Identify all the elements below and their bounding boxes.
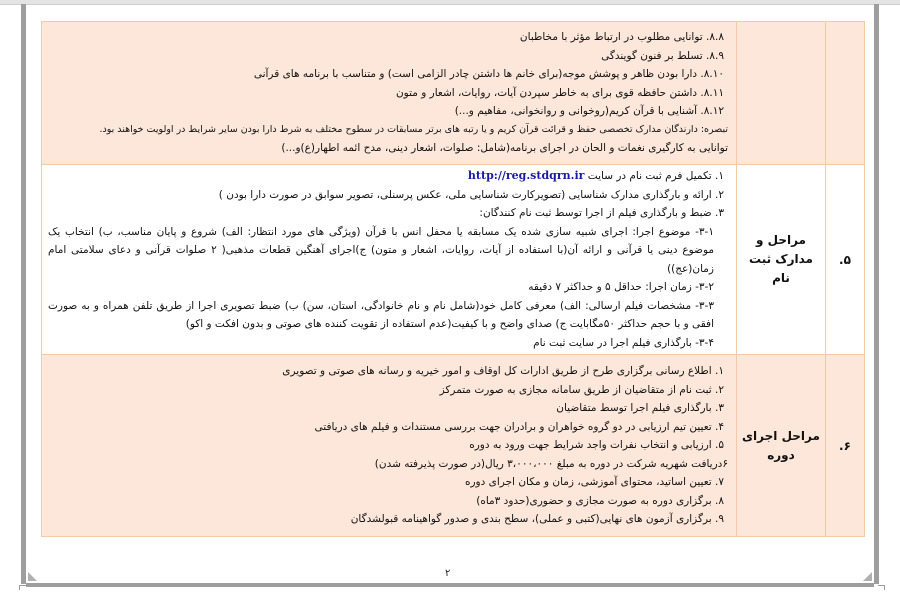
frame-corner-left [19, 585, 26, 590]
list-item: ۹. برگزاری آزمون های نهایی(کتبی و عملی)، سطح بندی و صدور گواهینامه قبولشدگان [350, 513, 724, 526]
frame-corner-right [878, 585, 885, 590]
list-item: ۳. ضبط و بارگذاری فیلم از اجرا توسط ثبت نام کنندگان: [479, 207, 724, 219]
row-title-cell [737, 22, 826, 165]
sub-item: ۳-۳- مشخصات فیلم ارسالی: الف) معرفی کامل خود(شامل نام و نام خانوادگی، استان، سن) ب) ضبط تصویری اجرا از طریق تلفن همراه و به صورت افقی و با حجم حداکثر ۵۰مگابایت ج) صدای واضح و با کیفیت(عدم استفاده از تقویت کننده های صوتی و بدون افکت و اکو) [48, 299, 714, 330]
row-number-cell: ۵. [826, 165, 865, 355]
list-item: ۲. ارائه و بارگذاری مدارک شناسایی (تصویرکارت شناسایی ملی، عکس پرسنلی، تصویر سوابق در صورت دارا بودن ) [218, 188, 724, 201]
row-content-cell [42, 355, 737, 537]
row-title-line: مراحل و [755, 233, 806, 247]
row-content-cell [42, 165, 737, 355]
list-item: ۴. تعیین تیم ارزیابی در دو گروه خواهران و برادران جهت بررسی مستندات و فیلم های دریافتی [314, 420, 724, 433]
row-title-cell [737, 165, 826, 355]
note-text: تبصره: دارندگان مدارک تخصصی حفظ و قرائت قرآن کریم و یا رتبه های برتر مسابقات در سطوح مختلف به شرط دارا بودن سایر شرایط در اولویت خواهند بود. [99, 123, 728, 135]
table-row-course-stages [42, 355, 865, 537]
row-content-cell [42, 22, 737, 165]
page-frame-left [21, 4, 26, 584]
list-item: ۸.۱۰. دارا بودن ظاهر و پوشش موجه(برای خانم ها داشتن چادر الزامی است) و متناسب با برنامه های قرآنی [253, 68, 724, 81]
list-item: ۸. برگزاری دوره به صورت مجازی و حضوری(حدود ۳ماه) [476, 494, 724, 507]
list-item [48, 167, 728, 186]
list-item: ۳. بارگذاری فیلم اجرا توسط متقاضیان [556, 402, 724, 415]
list-item: ۸.۹. تسلط بر فنون گویندگی [601, 49, 724, 62]
page-frame-bottom [26, 583, 874, 587]
row-title-line: مدارک ثبت [749, 252, 813, 266]
list-item: توانایی به کارگیری نغمات و الحان در اجرای برنامه(شامل: صلوات، اشعار دینی، مدح ائمه اطهار(ع)و...) [281, 142, 728, 155]
row-title-cell [737, 355, 826, 537]
registration-link[interactable]: http://reg.stdqrn.ir [467, 169, 585, 182]
sub-item: ۳-۱- موضوع اجرا: اجرای شبیه سازی شده یک مسابقه یا محفل انس با قرآن (ویژگی های مورد انتظار: الف) شروع و پایان مناسب، ب) انتخاب یک موضوع دینی یا قرآنی و ارائه آن(با استفاده از آیات، روایات، اشعار و متون) ج)اجرای آهنگین قطعات مذهبی( ۲ صلوات قرآنی و دعای سلامتی امام زمان(عج)) [48, 225, 715, 275]
page-corner-marker-left [28, 572, 37, 581]
page-number: ۲ [445, 568, 451, 579]
window-top-edge [0, 0, 900, 5]
page-corner-marker-right [863, 572, 872, 581]
row-title-line: مراحل اجرای [742, 428, 820, 443]
page-frame-right [874, 4, 879, 584]
row-number-cell: ۶. [826, 355, 865, 537]
list-item: ۲. ثبت نام از متقاضیان از طریق سامانه مجازی به صورت متمرکز [439, 383, 724, 396]
table-row-registration [42, 165, 865, 355]
list-item: ۱. اطلاع رسانی برگزاری طرح از طریق ادارات کل اوقاف و امور خیریه و رسانه های صوتی و تصویری [282, 365, 724, 378]
row-title-line: دوره [767, 447, 795, 462]
row-number-cell [826, 22, 865, 165]
sub-item: ۳-۴- بارگذاری فیلم اجرا در سایت ثبت نام [533, 336, 714, 349]
sub-item: ۳-۲- زمان اجرا: حداقل ۵ و حداکثر ۷ دقیقه [528, 281, 714, 293]
list-item: ۷. تعیین اساتید، محتوای آموزشی، زمان و مکان اجرای دوره [464, 476, 724, 489]
requirements-table [41, 21, 865, 537]
list-item: ۵. ارزیابی و انتخاب نفرات واجد شرایط جهت ورود به دوره [469, 439, 724, 452]
table-row-continued [42, 22, 865, 165]
list-item-text: ۱. تکمیل فرم ثبت نام در سایت [584, 170, 724, 182]
list-item: ۸.۱۱. داشتن حافظه قوی برای به خاطر سپردن آیات، روایات، اشعار و متون [395, 86, 724, 99]
list-item: ۸.۸. توانایی مطلوب در ارتباط مؤثر با مخاطبان [519, 31, 724, 44]
list-item: ۶دریافت شهریه شرکت در دوره به مبلغ ۳،۰۰۰،۰۰۰ ریال(در صورت پذیرفته شدن) [374, 457, 728, 470]
list-item: ۸.۱۲. آشنایی با قرآن کریم(روخوانی و روانخوانی، مفاهیم و...) [454, 105, 724, 118]
row-title-line: نام [772, 271, 790, 285]
